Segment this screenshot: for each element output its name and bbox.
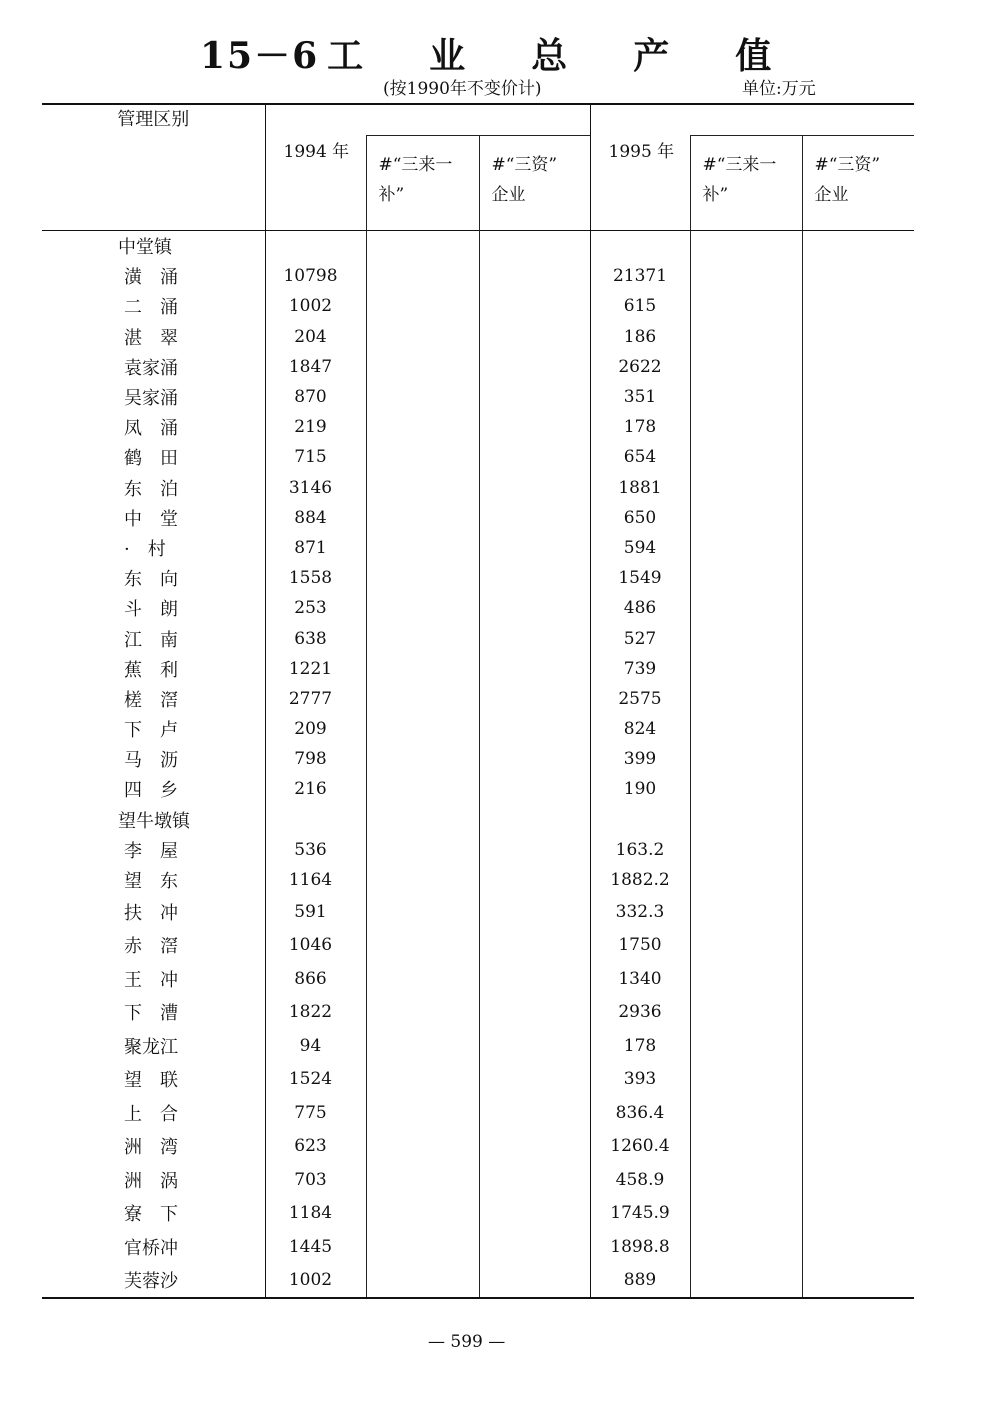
- table-row: [42, 503, 914, 533]
- sanlai-1995-cell: [690, 352, 802, 382]
- sanzi-1994-cell: [479, 412, 590, 442]
- table-row: [42, 929, 914, 963]
- sanlai-1994-cell: [366, 865, 479, 895]
- value-1994: 204: [265, 322, 366, 352]
- sanzi-1994-cell: [479, 1130, 590, 1164]
- sanlai-1995-cell: [690, 744, 802, 774]
- table-subtitle: (按1990年不变价计): [383, 79, 542, 99]
- table-row: [42, 865, 914, 895]
- sanlai-1995-cell: [690, 291, 802, 321]
- value-1995: 178: [590, 412, 690, 442]
- table-row: [42, 1096, 914, 1130]
- table-row: [42, 774, 914, 804]
- value-1995: 654: [590, 442, 690, 472]
- region-name: 袁家涌: [124, 357, 178, 379]
- sanlai-1994-cell: [366, 1264, 479, 1299]
- sanlai-1994-cell: [366, 503, 479, 533]
- sanlai-1995-cell: [690, 1230, 802, 1264]
- sanzi-1994-cell: [479, 1029, 590, 1063]
- value-1995: 615: [590, 291, 690, 321]
- sanzi-1995-cell: [802, 714, 914, 744]
- value-1994: 638: [265, 623, 366, 653]
- value-1994: 209: [265, 714, 366, 744]
- table-row: [42, 684, 914, 714]
- sanlai-1994-cell: [366, 473, 479, 503]
- value-1995: 458.9: [590, 1163, 690, 1197]
- sanlai-1995-cell: [690, 563, 802, 593]
- region-name: 东 泊: [124, 478, 178, 500]
- table-row: [42, 1063, 914, 1097]
- value-1994: 715: [265, 442, 366, 472]
- region-name: 槎 滘: [124, 689, 178, 711]
- sanlai-1995-cell: [690, 714, 802, 744]
- sanzi-1994-cell: [479, 835, 590, 865]
- table-row: [42, 1230, 914, 1264]
- value-1995: 527: [590, 623, 690, 653]
- sanlai-1995-cell: [690, 1096, 802, 1130]
- sanzi-1994-cell: [479, 962, 590, 996]
- sanlai-1995-cell: [690, 996, 802, 1030]
- sanzi-1995-cell: [802, 654, 914, 684]
- sanlai-1995-cell: [690, 533, 802, 563]
- sanzi-1994-cell: [479, 1197, 590, 1231]
- value-1994: 94: [265, 1029, 366, 1063]
- sanlai-1995-cell: [690, 684, 802, 714]
- value-1995: 163.2: [590, 835, 690, 865]
- sanlai-1994-cell: [366, 744, 479, 774]
- sanlai-1995-cell: [690, 1197, 802, 1231]
- sanzi-1995-cell: [802, 563, 914, 593]
- sanlai-1995-cell: [690, 442, 802, 472]
- table-row: [42, 1163, 914, 1197]
- value-1995: 1750: [590, 929, 690, 963]
- sanzi-1994-cell: [479, 593, 590, 623]
- sanzi-1994-cell: [479, 865, 590, 895]
- header-row: [42, 104, 914, 136]
- sanzi-1995-cell: [802, 835, 914, 865]
- sanzi-1995-cell: [802, 744, 914, 774]
- sanzi-1995-cell: [802, 929, 914, 963]
- table-row: [42, 412, 914, 442]
- region-name: 江 南: [124, 629, 178, 651]
- region-name: 寮 下: [124, 1204, 178, 1226]
- sanzi-1995-cell: [802, 412, 914, 442]
- value-1994: 2777: [265, 684, 366, 714]
- sanlai-1995-cell: [690, 835, 802, 865]
- sanzi-1995-cell: [802, 1264, 914, 1299]
- region-header: 管理区别: [42, 104, 265, 231]
- sanlai-1994-cell: [366, 1096, 479, 1130]
- region-name: 二 涌: [124, 297, 178, 319]
- sanlai-1994-cell: [366, 291, 479, 321]
- sanzi-1994-cell: [479, 996, 590, 1030]
- sanzi-1994-cell: [479, 1264, 590, 1299]
- sanzi-1994-cell: [479, 382, 590, 412]
- sanlai-1994-cell: [366, 533, 479, 563]
- value-1994: 1002: [265, 1264, 366, 1299]
- value-1994: 1445: [265, 1230, 366, 1264]
- sanlai-1994-cell: [366, 1130, 479, 1164]
- unit-label: 单位:万元: [742, 79, 816, 99]
- value-1994: 1524: [265, 1063, 366, 1097]
- page-number: — 599 —: [428, 1332, 506, 1352]
- region-name: 下 漕: [124, 1003, 178, 1025]
- value-1994: [265, 805, 366, 835]
- sanlai-1994-cell: [366, 261, 479, 291]
- sanlai-1994-cell: [366, 412, 479, 442]
- table-row: [42, 382, 914, 412]
- sanzi-1994-cell: [479, 533, 590, 563]
- value-1995: 1898.8: [590, 1230, 690, 1264]
- value-1994: 1002: [265, 291, 366, 321]
- sanzi-1995-cell: [802, 352, 914, 382]
- table-row: [42, 261, 914, 291]
- table-row: [42, 835, 914, 865]
- value-1994: 866: [265, 962, 366, 996]
- sanlai-1995-cell: [690, 1264, 802, 1299]
- sanlai-1994-cell: [366, 1197, 479, 1231]
- value-1994: 1558: [265, 563, 366, 593]
- sanlai-1994-cell: [366, 835, 479, 865]
- value-1995: 824: [590, 714, 690, 744]
- region-name: 蕉 利: [124, 659, 178, 681]
- sanzi-1995-cell: [802, 261, 914, 291]
- table-row: [42, 1130, 914, 1164]
- sanzi-1994-cell: [479, 1096, 590, 1130]
- value-1994: 703: [265, 1163, 366, 1197]
- sanlai-1994-cell: [366, 714, 479, 744]
- sanlai-1995-cell: [690, 473, 802, 503]
- table-row: [42, 714, 914, 744]
- title-char: 业: [429, 35, 468, 77]
- value-1995: 2575: [590, 684, 690, 714]
- value-1994: 871: [265, 533, 366, 563]
- sanzi-1995-cell: [802, 442, 914, 472]
- table-body: [42, 231, 914, 1299]
- value-1995: [590, 231, 690, 262]
- sanlai-1995-cell: [690, 322, 802, 352]
- sanlai-1995-cell: [690, 774, 802, 804]
- sanzi-1995-cell: [802, 865, 914, 895]
- sanlai-1995-cell: [690, 654, 802, 684]
- region-name: 吴家涌: [124, 388, 178, 410]
- value-1994: 1847: [265, 352, 366, 382]
- value-1994: 536: [265, 835, 366, 865]
- table-row: [42, 291, 914, 321]
- sanzi-1995-cell: [802, 1130, 914, 1164]
- sanlai-1994-cell: [366, 774, 479, 804]
- sanlai-header-1995: #“三来一 补”: [690, 136, 802, 231]
- sanlai-1994-cell: [366, 895, 479, 929]
- value-1995: 889: [590, 1264, 690, 1299]
- region-name: 望牛墩镇: [118, 810, 190, 832]
- sanlai-1995-cell: [690, 593, 802, 623]
- sanzi-1994-cell: [479, 805, 590, 835]
- region-name: 芙蓉沙: [42, 1264, 265, 1299]
- sanlai-1995-cell: [690, 412, 802, 442]
- sanzi-1994-cell: [479, 442, 590, 472]
- sanzi-1994-cell: [479, 714, 590, 744]
- sanlai-1995-cell: [690, 1029, 802, 1063]
- sanzi-1995-cell: [802, 1197, 914, 1231]
- value-1994: 798: [265, 744, 366, 774]
- sanlai-1994-cell: [366, 654, 479, 684]
- table-number: 15－6: [200, 35, 320, 77]
- sanzi-1994-cell: [479, 1163, 590, 1197]
- region-name: 斗 朗: [124, 599, 178, 621]
- region-name: 洲 涡: [124, 1170, 178, 1192]
- region-name: · 村: [124, 538, 166, 560]
- sanzi-1995-cell: [802, 774, 914, 804]
- sanlai-1995-cell: [690, 382, 802, 412]
- region-name: 李 屋: [124, 840, 178, 862]
- sanlai-1994-cell: [366, 1063, 479, 1097]
- value-1994: 884: [265, 503, 366, 533]
- sanzi-1995-cell: [802, 231, 914, 262]
- region-name: 鹤 田: [124, 448, 178, 470]
- sanlai-1994-cell: [366, 322, 479, 352]
- sanlai-1994-cell: [366, 1029, 479, 1063]
- sanzi-1995-cell: [802, 895, 914, 929]
- region-name: 洲 湾: [124, 1137, 178, 1159]
- sanzi-1995-cell: [802, 684, 914, 714]
- region-name: 中 堂: [124, 508, 178, 530]
- table-title: [200, 28, 773, 79]
- year-1995-header: 1995 年: [590, 104, 690, 231]
- value-1995: 351: [590, 382, 690, 412]
- value-1994: 1184: [265, 1197, 366, 1231]
- value-1995: 594: [590, 533, 690, 563]
- year-1994-header: 1994 年: [265, 104, 366, 231]
- sanlai-1995-cell: [690, 962, 802, 996]
- table-row: [42, 1029, 914, 1063]
- sanzi-1994-cell: [479, 563, 590, 593]
- industrial-output-table: [42, 103, 914, 1299]
- sanzi-1994-cell: [479, 654, 590, 684]
- sanlai-1994-cell: [366, 623, 479, 653]
- table-row: [42, 744, 914, 774]
- value-1995: 186: [590, 322, 690, 352]
- value-1994: 775: [265, 1096, 366, 1130]
- table-row: [42, 1197, 914, 1231]
- region-name: 下 卢: [124, 720, 178, 742]
- sanlai-1994-cell: [366, 805, 479, 835]
- sanlai-1995-cell: [690, 895, 802, 929]
- value-1995: 399: [590, 744, 690, 774]
- sanlai-1995-cell: [690, 623, 802, 653]
- value-1994: 3146: [265, 473, 366, 503]
- region-name: 赤 滘: [124, 936, 178, 958]
- sanlai-1994-cell: [366, 231, 479, 262]
- value-1995: 21371: [590, 261, 690, 291]
- sanlai-1995-cell: [690, 1130, 802, 1164]
- title-char: 总: [531, 35, 570, 77]
- value-1995: 2936: [590, 996, 690, 1030]
- value-1994: [265, 231, 366, 262]
- region-name: 望 联: [124, 1070, 178, 1092]
- table-row: [42, 623, 914, 653]
- sanzi-1994-cell: [479, 1230, 590, 1264]
- title-char: 产: [633, 35, 672, 77]
- sanzi-1995-cell: [802, 1063, 914, 1097]
- region-name: 扶 冲: [124, 902, 178, 924]
- region-name: 官桥冲: [124, 1237, 178, 1259]
- sanlai-header-1994: #“三来一 补”: [366, 136, 479, 231]
- value-1994: 219: [265, 412, 366, 442]
- sanlai-1994-cell: [366, 684, 479, 714]
- sanlai-1995-cell: [690, 865, 802, 895]
- sanzi-1994-cell: [479, 322, 590, 352]
- region-name: 四 乡: [124, 780, 178, 802]
- sanlai-1994-cell: [366, 996, 479, 1030]
- value-1994: 1164: [265, 865, 366, 895]
- value-1994: 623: [265, 1130, 366, 1164]
- sanzi-1994-cell: [479, 291, 590, 321]
- value-1994: 1221: [265, 654, 366, 684]
- sanzi-1995-cell: [802, 996, 914, 1030]
- sanzi-1994-cell: [479, 929, 590, 963]
- value-1994: 10798: [265, 261, 366, 291]
- table-row: [42, 593, 914, 623]
- value-1995: 393: [590, 1063, 690, 1097]
- value-1995: 332.3: [590, 895, 690, 929]
- sanzi-header-1995: #“三资” 企业: [802, 136, 914, 231]
- table-row: [42, 442, 914, 472]
- value-1995: 190: [590, 774, 690, 804]
- title-char: 工: [327, 35, 366, 77]
- sanzi-1994-cell: [479, 684, 590, 714]
- sanlai-1994-cell: [366, 382, 479, 412]
- sanzi-1995-cell: [802, 1096, 914, 1130]
- sanlai-1994-cell: [366, 442, 479, 472]
- table-row: [42, 962, 914, 996]
- value-1994: 216: [265, 774, 366, 804]
- table-row: [42, 1264, 914, 1299]
- sanzi-1995-cell: [802, 1029, 914, 1063]
- value-1994: 1046: [265, 929, 366, 963]
- value-1995: 650: [590, 503, 690, 533]
- region-name: 湛 翠: [124, 327, 178, 349]
- sanzi-1994-cell: [479, 623, 590, 653]
- value-1994: 870: [265, 382, 366, 412]
- sanzi-1994-cell: [479, 352, 590, 382]
- region-name: 聚龙江: [124, 1036, 178, 1058]
- value-1995: [590, 805, 690, 835]
- town-row: [42, 805, 914, 835]
- sanlai-1995-cell: [690, 231, 802, 262]
- sanlai-1995-cell: [690, 805, 802, 835]
- value-1995: 1340: [590, 962, 690, 996]
- value-1995: 836.4: [590, 1096, 690, 1130]
- sanzi-1994-cell: [479, 473, 590, 503]
- sanlai-1995-cell: [690, 1063, 802, 1097]
- table-row: [42, 654, 914, 684]
- sanzi-1995-cell: [802, 593, 914, 623]
- sanzi-1995-cell: [802, 1163, 914, 1197]
- region-name: 王 冲: [124, 969, 178, 991]
- region-name: 潢 涌: [124, 267, 178, 289]
- sanzi-1995-cell: [802, 623, 914, 653]
- sanlai-1994-cell: [366, 563, 479, 593]
- sanlai-1995-cell: [690, 503, 802, 533]
- value-1995: 2622: [590, 352, 690, 382]
- table-row: [42, 563, 914, 593]
- table-row: [42, 473, 914, 503]
- sanlai-1994-cell: [366, 1230, 479, 1264]
- sanzi-1995-cell: [802, 805, 914, 835]
- sanlai-1994-cell: [366, 1163, 479, 1197]
- sanzi-1994-cell: [479, 1063, 590, 1097]
- value-1995: 178: [590, 1029, 690, 1063]
- region-name: 凤 涌: [124, 418, 178, 440]
- title-char: 值: [735, 35, 774, 77]
- value-1995: 1549: [590, 563, 690, 593]
- sanzi-1995-cell: [802, 291, 914, 321]
- region-name: 望 东: [124, 871, 178, 893]
- sanzi-1994-cell: [479, 261, 590, 291]
- value-1995: 1882.2: [590, 865, 690, 895]
- sanzi-1995-cell: [802, 503, 914, 533]
- value-1995: 739: [590, 654, 690, 684]
- table-row: [42, 352, 914, 382]
- sanzi-1994-cell: [479, 503, 590, 533]
- value-1995: 1881: [590, 473, 690, 503]
- sanzi-1995-cell: [802, 533, 914, 563]
- sanzi-1995-cell: [802, 1230, 914, 1264]
- value-1994: 591: [265, 895, 366, 929]
- sanlai-1994-cell: [366, 929, 479, 963]
- table-row: [42, 322, 914, 352]
- sanzi-1994-cell: [479, 895, 590, 929]
- sanlai-1994-cell: [366, 352, 479, 382]
- sanzi-1995-cell: [802, 322, 914, 352]
- region-name: 马 沥: [124, 750, 178, 772]
- value-1995: 1260.4: [590, 1130, 690, 1164]
- table-row: [42, 533, 914, 563]
- sanzi-1995-cell: [802, 382, 914, 412]
- table-row: [42, 996, 914, 1030]
- town-row: [42, 231, 914, 262]
- sanlai-1994-cell: [366, 962, 479, 996]
- sanzi-1995-cell: [802, 473, 914, 503]
- sanlai-1995-cell: [690, 1163, 802, 1197]
- sanzi-1994-cell: [479, 744, 590, 774]
- value-1995: 486: [590, 593, 690, 623]
- sanlai-1995-cell: [690, 261, 802, 291]
- region-name: 上 合: [124, 1103, 178, 1125]
- value-1994: 1822: [265, 996, 366, 1030]
- sanzi-1994-cell: [479, 774, 590, 804]
- sanzi-header-1994: #“三资” 企业: [479, 136, 590, 231]
- sanzi-1995-cell: [802, 962, 914, 996]
- sanzi-1994-cell: [479, 231, 590, 262]
- region-name: 中堂镇: [118, 237, 172, 259]
- table-row: [42, 895, 914, 929]
- value-1994: 253: [265, 593, 366, 623]
- value-1995: 1745.9: [590, 1197, 690, 1231]
- region-name: 东 向: [124, 569, 178, 591]
- sanlai-1995-cell: [690, 929, 802, 963]
- sanlai-1994-cell: [366, 593, 479, 623]
